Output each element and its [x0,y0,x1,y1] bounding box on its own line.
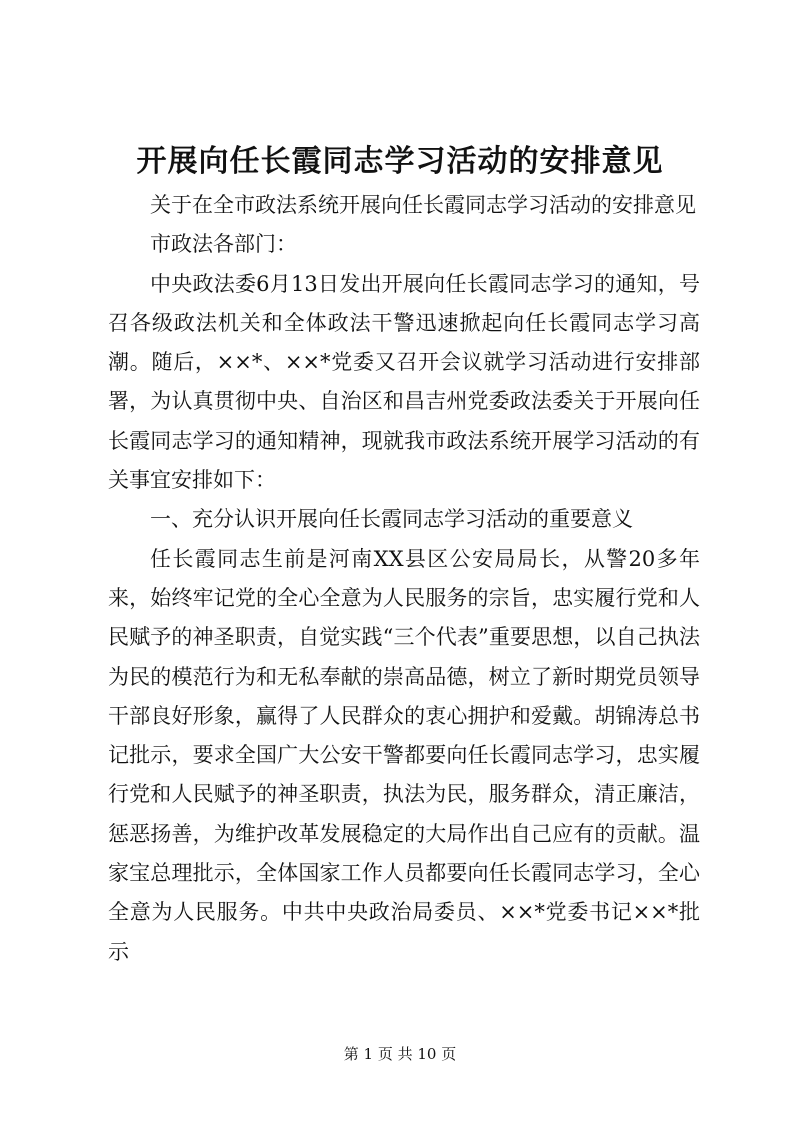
subtitle-paragraph: 关于在全市政法系统开展向任长霞同志学习活动的安排意见 [150,193,696,217]
intro-paragraph: 中央政法委6月13日发出开展向任长霞同志学习的通知，号召各级政法机关和全体政法干警迅速掀起向任长霞同志学习高潮。随后，××*、××*党委又召开会议就学习活动进行安排部署，为认真贯彻中央、自治区和昌吉州党委政法委关于开展向任长霞同志学习的通知精神，现就我市政法系统开展学习活动的有关事宜安排如下： [108,271,700,493]
salutation-paragraph: 市政法各部门： [150,232,297,257]
page-footer: 第 1 页 共 10 页 [343,1045,457,1063]
document-body [108,186,700,972]
section-heading: 一、充分认识开展向任长霞同志学习活动的重要意义 [150,507,633,532]
document-title: 开展向任长霞同志学习活动的安排意见 [136,144,664,179]
body-paragraph: 任长霞同志生前是河南XX县区公安局局长，从警20多年来，始终牢记党的全心全意为人民服务的宗旨，忠实履行党和人民赋予的神圣职责，自觉实践“三个代表”重要思想，以自己执法为民的模范行为和无私奉献的崇高品德，树立了新时期党员领导干部良好形象，赢得了人民群众的衷心拥护和爱戴。胡锦涛总书记批示，要求全国广大公安干警都要向任长霞同志学习，忠实履行党和人民赋予的神圣职责，执法为民，服务群众，清正廉洁，惩恶扬善，为维护改革发展稳定的大局作出自己应有的贡献。温家宝总理批示，全体国家工作人员都要向任长霞同志学习，全心全意为人民服务。中共中央政治局委员、××*党委书记××*批示 [108,546,700,964]
